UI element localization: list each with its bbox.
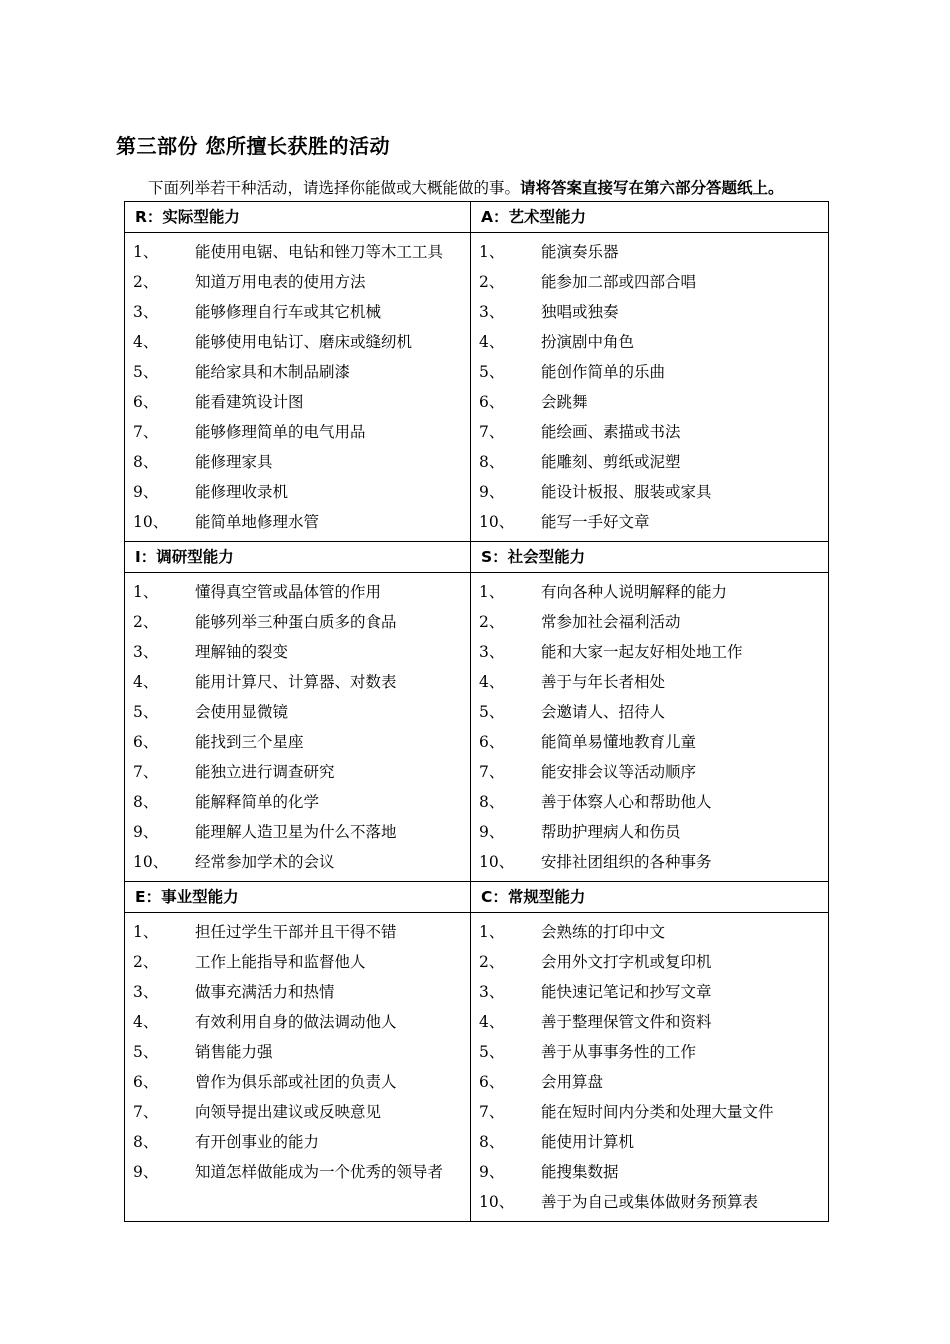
item-number: 7、 <box>479 763 505 781</box>
item-number: 5、 <box>479 363 505 381</box>
list-item <box>471 667 828 697</box>
list-item <box>125 1097 470 1127</box>
item-number: 8、 <box>479 453 505 471</box>
item-text: 能修理家具 <box>195 452 273 471</box>
item-text: 能够修理简单的电气用品 <box>195 422 366 441</box>
item-number: 8、 <box>479 793 505 811</box>
item-number: 2、 <box>133 273 159 291</box>
item-number: 6、 <box>479 1073 505 1091</box>
list-item <box>125 917 470 947</box>
item-text: 知道万用电表的使用方法 <box>195 272 366 291</box>
item-text: 向领导提出建议或反映意见 <box>195 1102 382 1121</box>
item-text: 能看建筑设计图 <box>195 392 304 411</box>
section-header-A: A：艺术型能力 <box>471 202 829 233</box>
item-text: 会邀请人、招待人 <box>541 702 666 721</box>
item-number: 10、 <box>479 853 515 871</box>
item-text: 能理解人造卫星为什么不落地 <box>195 822 397 841</box>
item-number: 10、 <box>479 1193 515 1211</box>
item-number: 10、 <box>479 513 515 531</box>
section-list-A <box>471 233 829 542</box>
item-text: 能简单地修理水管 <box>195 512 320 531</box>
list-item <box>471 267 828 297</box>
item-number: 1、 <box>479 923 505 941</box>
item-text: 做事充满活力和热情 <box>195 982 335 1001</box>
section-list-S <box>471 573 829 882</box>
list-item <box>125 1037 470 1067</box>
item-number: 1、 <box>133 923 159 941</box>
item-text: 能够使用电钻订、磨床或缝纫机 <box>195 332 413 351</box>
section-header-R: R：实际型能力 <box>125 202 471 233</box>
list-item <box>125 977 470 1007</box>
list-item <box>125 327 470 357</box>
item-text: 曾作为俱乐部或社团的负责人 <box>195 1072 397 1091</box>
item-text: 能简单易懂地教育儿童 <box>541 732 697 751</box>
item-text: 能够修理自行车或其它机械 <box>195 302 382 321</box>
list-item <box>471 727 828 757</box>
item-text: 能找到三个星座 <box>195 732 304 751</box>
item-text: 善于体察人心和帮助他人 <box>541 792 712 811</box>
item-text: 会跳舞 <box>541 392 588 411</box>
item-number: 10、 <box>133 853 169 871</box>
item-text: 能在短时间内分类和处理大量文件 <box>541 1102 774 1121</box>
item-number: 9、 <box>479 823 505 841</box>
item-text: 帮助护理病人和伤员 <box>541 822 681 841</box>
item-text: 能演奏乐器 <box>541 242 619 261</box>
list-item <box>125 1007 470 1037</box>
list-item <box>471 447 828 477</box>
list-item <box>125 637 470 667</box>
section-list-R <box>125 233 471 542</box>
item-text: 理解铀的裂变 <box>195 642 289 661</box>
item-text: 能给家具和木制品刷漆 <box>195 362 351 381</box>
list-item <box>471 297 828 327</box>
item-text: 会使用显微镜 <box>195 702 289 721</box>
list-item <box>471 237 828 267</box>
list-item <box>471 787 828 817</box>
item-number: 9、 <box>479 1163 505 1181</box>
item-number: 7、 <box>133 763 159 781</box>
item-text: 销售能力强 <box>195 1042 273 1061</box>
list-item <box>125 417 470 447</box>
section-list-I <box>125 573 471 882</box>
item-text: 能用计算尺、计算器、对数表 <box>195 672 397 691</box>
item-text: 能写一手好文章 <box>541 512 650 531</box>
list-item <box>125 357 470 387</box>
item-text: 能快速记笔记和抄写文章 <box>541 982 712 1001</box>
item-text: 懂得真空管或晶体管的作用 <box>195 582 382 601</box>
item-text: 知道怎样做能成为一个优秀的领导者 <box>195 1162 444 1181</box>
list-item <box>125 387 470 417</box>
item-text: 独唱或独奏 <box>541 302 619 321</box>
item-text: 能解释简单的化学 <box>195 792 320 811</box>
item-number: 2、 <box>479 953 505 971</box>
item-number: 5、 <box>133 1043 159 1061</box>
list-item <box>471 507 828 537</box>
section-list-E <box>125 913 471 1222</box>
item-number: 5、 <box>479 1043 505 1061</box>
item-text: 能修理收录机 <box>195 482 289 501</box>
item-number: 7、 <box>133 423 159 441</box>
item-number: 3、 <box>133 983 159 1001</box>
item-text: 会用外文打字机或复印机 <box>541 952 712 971</box>
item-text: 善于与年长者相处 <box>541 672 666 691</box>
list-item <box>471 697 828 727</box>
list-item <box>471 1037 828 1067</box>
section-header-E: E：事业型能力 <box>125 882 471 913</box>
item-text: 能和大家一起友好相处地工作 <box>541 642 743 661</box>
item-text: 能创作简单的乐曲 <box>541 362 666 381</box>
item-number: 5、 <box>133 703 159 721</box>
list-item <box>125 697 470 727</box>
item-text: 能雕刻、剪纸或泥塑 <box>541 452 681 471</box>
item-number: 1、 <box>133 243 159 261</box>
list-item <box>471 1187 828 1217</box>
list-item <box>471 577 828 607</box>
page-title: 第三部份 您所擅长获胜的活动 <box>116 134 390 158</box>
item-number: 1、 <box>479 243 505 261</box>
list-item <box>471 1157 828 1187</box>
list-item <box>471 847 828 877</box>
item-number: 5、 <box>479 703 505 721</box>
abilities-table <box>124 201 829 1222</box>
item-text: 扮演剧中角色 <box>541 332 635 351</box>
item-number: 6、 <box>479 393 505 411</box>
list-item <box>125 297 470 327</box>
item-number: 4、 <box>479 333 505 351</box>
item-text: 会熟练的打印中文 <box>541 922 666 941</box>
list-item <box>125 1067 470 1097</box>
section-header-C: C：常规型能力 <box>471 882 829 913</box>
item-number: 9、 <box>479 483 505 501</box>
item-text: 有向各种人说明解释的能力 <box>541 582 728 601</box>
list-item <box>471 417 828 447</box>
list-item <box>471 1007 828 1037</box>
item-text: 能独立进行调查研究 <box>195 762 335 781</box>
intro-text <box>148 176 784 198</box>
item-number: 8、 <box>133 793 159 811</box>
item-number: 2、 <box>133 613 159 631</box>
item-number: 9、 <box>133 823 159 841</box>
item-number: 2、 <box>479 613 505 631</box>
item-text: 常参加社会福利活动 <box>541 612 681 631</box>
section-header-S: S：社会型能力 <box>471 542 829 573</box>
item-number: 8、 <box>133 453 159 471</box>
list-item <box>471 757 828 787</box>
item-text: 能设计板报、服装或家具 <box>541 482 712 501</box>
item-number: 6、 <box>133 733 159 751</box>
item-number: 3、 <box>133 643 159 661</box>
item-number: 3、 <box>479 303 505 321</box>
item-number: 1、 <box>133 583 159 601</box>
item-text: 善于从事事务性的工作 <box>541 1042 697 1061</box>
list-item <box>125 267 470 297</box>
item-text: 能安排会议等活动顺序 <box>541 762 697 781</box>
list-item <box>471 947 828 977</box>
item-number: 6、 <box>479 733 505 751</box>
item-text: 能绘画、素描或书法 <box>541 422 681 441</box>
item-number: 9、 <box>133 483 159 501</box>
item-number: 8、 <box>133 1133 159 1151</box>
item-text: 能参加二部或四部合唱 <box>541 272 697 291</box>
list-item <box>125 1157 470 1187</box>
list-item <box>125 727 470 757</box>
list-item <box>125 477 470 507</box>
list-item <box>125 817 470 847</box>
item-text: 担任过学生干部并且干得不错 <box>195 922 397 941</box>
list-item <box>471 637 828 667</box>
item-number: 1、 <box>479 583 505 601</box>
list-item <box>471 1067 828 1097</box>
item-text: 善于整理保管文件和资料 <box>541 1012 712 1031</box>
list-item <box>125 447 470 477</box>
list-item <box>471 477 828 507</box>
list-item <box>471 357 828 387</box>
item-number: 10、 <box>133 513 169 531</box>
list-item <box>471 327 828 357</box>
list-item <box>471 977 828 1007</box>
list-item <box>471 1097 828 1127</box>
list-item <box>125 507 470 537</box>
list-item <box>125 1127 470 1157</box>
item-text: 有效利用自身的做法调动他人 <box>195 1012 397 1031</box>
item-text: 能使用电锯、电钻和锉刀等木工工具 <box>195 242 444 261</box>
list-item <box>125 667 470 697</box>
item-text: 能搜集数据 <box>541 1162 619 1181</box>
item-number: 6、 <box>133 393 159 411</box>
list-item <box>471 817 828 847</box>
item-number: 5、 <box>133 363 159 381</box>
list-item <box>125 757 470 787</box>
list-item <box>471 917 828 947</box>
list-item <box>471 607 828 637</box>
list-item <box>125 847 470 877</box>
item-number: 2、 <box>133 953 159 971</box>
item-text: 安排社团组织的各种事务 <box>541 852 712 871</box>
item-number: 3、 <box>479 643 505 661</box>
item-text: 会用算盘 <box>541 1072 604 1091</box>
list-item <box>471 387 828 417</box>
item-number: 9、 <box>133 1163 159 1181</box>
item-number: 2、 <box>479 273 505 291</box>
item-text: 经常参加学术的会议 <box>195 852 335 871</box>
item-number: 4、 <box>479 1013 505 1031</box>
item-number: 8、 <box>479 1133 505 1151</box>
item-number: 7、 <box>133 1103 159 1121</box>
section-header-I: I：调研型能力 <box>125 542 471 573</box>
list-item <box>125 787 470 817</box>
item-text: 能使用计算机 <box>541 1132 635 1151</box>
item-text: 有开创事业的能力 <box>195 1132 320 1151</box>
list-item <box>125 607 470 637</box>
item-number: 4、 <box>479 673 505 691</box>
list-item <box>125 237 470 267</box>
list-item <box>125 577 470 607</box>
item-number: 7、 <box>479 423 505 441</box>
item-number: 7、 <box>479 1103 505 1121</box>
item-number: 4、 <box>133 673 159 691</box>
list-item <box>471 1127 828 1157</box>
item-number: 6、 <box>133 1073 159 1091</box>
item-number: 3、 <box>133 303 159 321</box>
section-list-C <box>471 913 829 1222</box>
list-item <box>125 947 470 977</box>
item-text: 工作上能指导和监督他人 <box>195 952 366 971</box>
item-text: 能够列举三种蛋白质多的食品 <box>195 612 397 631</box>
item-text: 善于为自己或集体做财务预算表 <box>541 1192 759 1211</box>
item-number: 4、 <box>133 333 159 351</box>
item-number: 3、 <box>479 983 505 1001</box>
intro-instruction: 请将答案直接写在第六部分答题纸上。 <box>520 179 784 197</box>
item-number: 4、 <box>133 1013 159 1031</box>
intro-normal: 下面列举若干种活动，请选择你能做或大概能做的事。 <box>148 179 521 197</box>
